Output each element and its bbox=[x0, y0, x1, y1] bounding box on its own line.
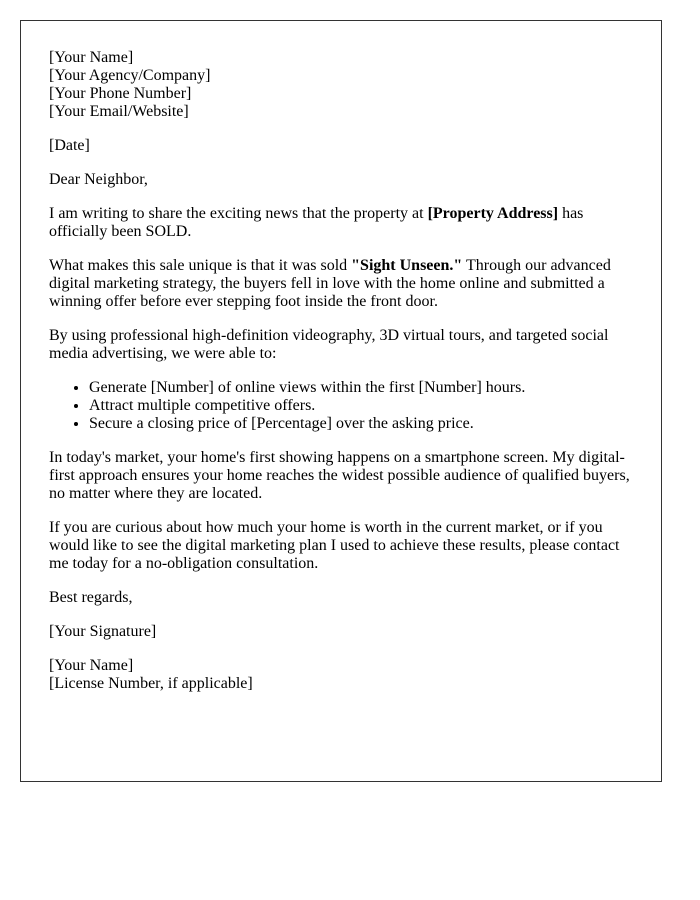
paragraph-marketing-methods: By using professional high-definition videography, 3D virtual tours, and targeted social media advertising, we were able to: bbox=[49, 327, 609, 362]
paragraph-sight-unseen bbox=[49, 257, 633, 311]
sender-block bbox=[49, 49, 633, 121]
salutation: Dear Neighbor, bbox=[49, 171, 148, 188]
letter-page bbox=[20, 20, 662, 782]
sender-agency: [Your Agency/Company] bbox=[49, 67, 211, 84]
p2-text-after: Through our advanced digital marketing strategy, the buyers fell in love with the home online and submitted a winning offer before ever stepping foot inside the front door. bbox=[49, 257, 611, 310]
sender-phone: [Your Phone Number] bbox=[49, 85, 192, 102]
achievements-list bbox=[49, 379, 633, 433]
signoff-block bbox=[49, 657, 633, 693]
sender-name: [Your Name] bbox=[49, 49, 134, 66]
paragraph-sold-announcement bbox=[49, 205, 633, 241]
list-item: • Attract multiple competitive offers. bbox=[89, 397, 633, 415]
paragraph-digital-first: In today's market, your home's first showing happens on a smartphone screen. My digital-first approach ensures your home reaches the widest possible audience of qualified buyers, no matter where they are located. bbox=[49, 449, 630, 502]
p1-text-after: has officially been SOLD. bbox=[49, 205, 584, 240]
paragraph-call-to-action: If you are curious about how much your home is worth in the current market, or if you would like to see the digital marketing plan I used to achieve these results, please contact me today for a no-obligation consultation. bbox=[49, 519, 620, 572]
sender-email: [Your Email/Website] bbox=[49, 103, 189, 120]
list-item: • Generate [Number] of online views within the first [Number] hours. bbox=[89, 379, 633, 397]
p2-text-before: What makes this sale unique is that it was sold bbox=[49, 257, 352, 274]
signature: [Your Signature] bbox=[49, 623, 157, 640]
signoff-license: [License Number, if applicable] bbox=[49, 675, 253, 692]
sight-unseen-emphasis: "Sight Unseen." bbox=[351, 257, 463, 274]
property-address: [Property Address] bbox=[427, 205, 559, 222]
list-item: • Secure a closing price of [Percentage] over the asking price. bbox=[89, 415, 633, 433]
p1-text-before: I am writing to share the exciting news that the property at bbox=[49, 205, 428, 222]
closing: Best regards, bbox=[49, 589, 133, 606]
letter-date: [Date] bbox=[49, 137, 90, 154]
signoff-name: [Your Name] bbox=[49, 657, 134, 674]
